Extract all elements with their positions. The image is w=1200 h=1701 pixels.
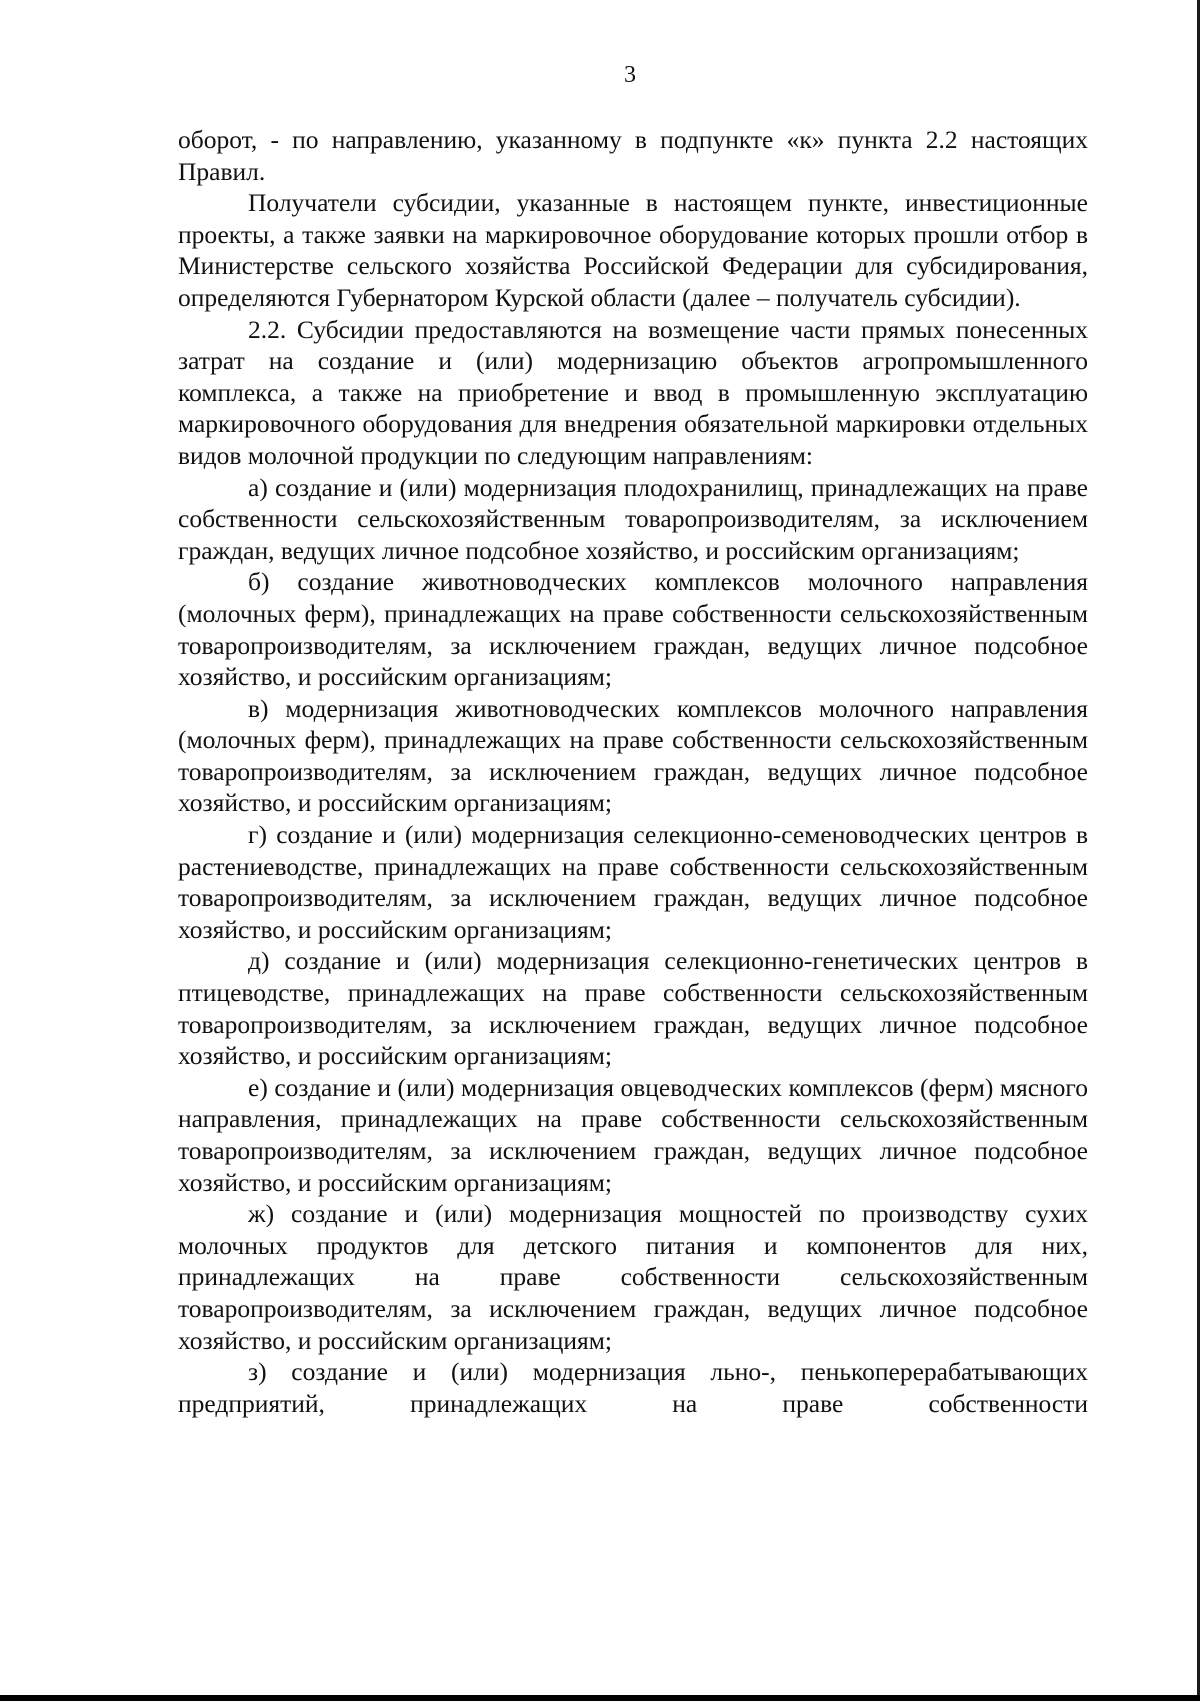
scan-edge-bottom: [0, 1695, 1200, 1701]
list-item-zh: ж) создание и (или) модернизация мощностей по производству сухих молочных продуктов для детского питания и компонентов для них, принадлежащих на праве собственности сельскохозяйственным товаропроизводителям, за исключением граждан, ведущих личное подсобное хозяйство, и российским организациям;: [178, 1199, 1088, 1355]
page-number: 3: [624, 62, 636, 88]
list-item-a: а) создание и (или) модернизация плодохранилищ, принадлежащих на праве собственности сельскохозяйственным товаропроизводителям, за исключением граждан, ведущих личное подсобное хозяйство, и российским организациям;: [178, 472, 1088, 565]
list-item-z: з) создание и (или) модернизация льно-, пенькоперерабатывающих предприятий, принадлежащих на праве собственности: [178, 1357, 1088, 1418]
list-item-v: в) модернизация животноводческих комплексов молочного направления (молочных ферм), принадлежащих на праве собственности сельскохозяйственным товаропроизводителям, за исключением граждан, ведущих личное подсобное хозяйство, и российским организациям;: [178, 693, 1088, 818]
paragraph-recipients: Получатели субсидии, указанные в настоящем пункте, инвестиционные проекты, а также заявки на маркировочное оборудование которых прошли отбор в Министерстве сельского хозяйства Российской Федерации для субсидирования, определяются Губернатором Курской области (далее – получатель субсидии).: [178, 188, 1088, 312]
list-item-e: е) создание и (или) модернизация овцеводческих комплексов (ферм) мясного направления, принадлежащих на праве собственности сельскохозяйственным товаропроизводителям, за исключением граждан, ведущих личное подсобное хозяйство, и российским организациям;: [178, 1072, 1088, 1197]
document-body: [178, 124, 1088, 1419]
paragraph-2-2: 2.2. Субсидии предоставляются на возмещение части прямых понесенных затрат на создание и (или) модернизацию объектов агропромышленного комплекса, а также на приобретение и ввод в промышленную эксплуатацию маркировочного оборудования для внедрения обязательной маркировки отдельных видов молочной продукции по следующим направлениям:: [178, 314, 1088, 470]
list-item-b: б) создание животноводческих комплексов молочного направления (молочных ферм), принадлежащих на праве собственности сельскохозяйственным товаропроизводителям, за исключением граждан, ведущих личное подсобное хозяйство, и российским организациям;: [178, 567, 1088, 692]
list-item-g: г) создание и (или) модернизация селекционно-семеноводческих центров в растениеводстве, принадлежащих на праве собственности сельскохозяйственным товаропроизводителям, за исключением граждан, ведущих личное подсобное хозяйство, и российским организациям;: [178, 820, 1088, 944]
list-item-d: д) создание и (или) модернизация селекционно-генетических центров в птицеводстве, принадлежащих на праве собственности сельскохозяйственным товаропроизводителям, за исключением граждан, ведущих личное подсобное хозяйство, и российским организациям;: [178, 946, 1088, 1071]
paragraph-continuation: оборот, - по направлению, указанному в подпункте «к» пункта 2.2 настоящих Правил.: [178, 125, 1088, 186]
